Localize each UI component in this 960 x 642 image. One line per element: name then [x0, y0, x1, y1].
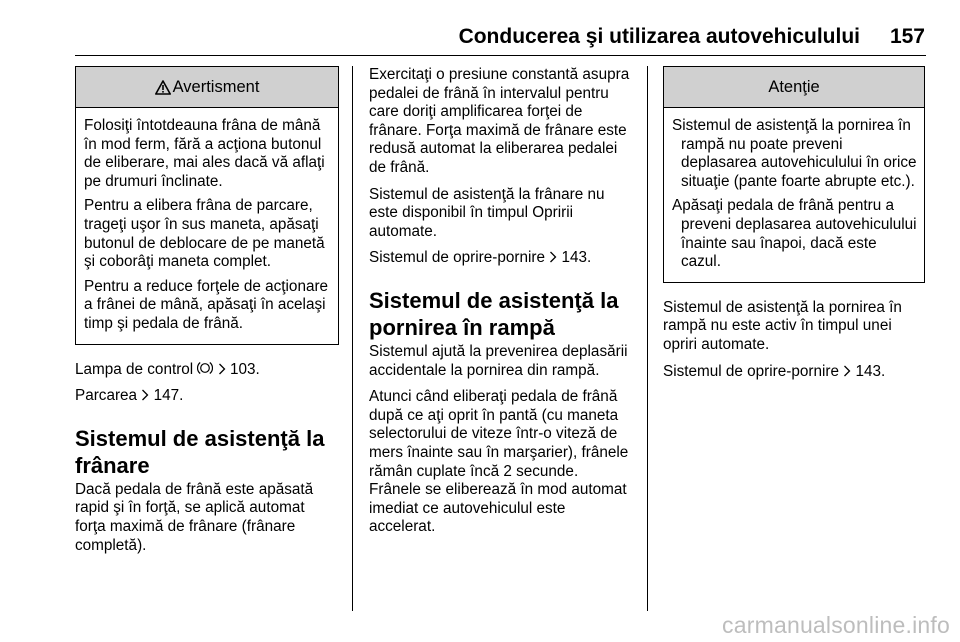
- page-number: 157: [889, 25, 925, 48]
- page-reference-arrow-icon: [141, 389, 149, 401]
- right-column: [663, 66, 925, 381]
- caution-box: [663, 66, 925, 283]
- caution-paragraph: Sistemul de asistenţă la pornirea în rampă nu poate preveni deplasarea autovehiculului în orice situaţie (pante foarte abrupte etc.).: [672, 117, 917, 190]
- body-paragraph: Sistemul de asistenţă la pornirea în rampă nu este activ în timpul unei opriri automate.: [663, 298, 902, 353]
- warning-paragraph: Pentru a reduce forţele de acţionare a frânei de mână, apăsaţi în acelaşi timp şi pedala de frână.: [84, 277, 329, 332]
- stop-start-page-ref: 143.: [855, 362, 886, 380]
- warning-box-title: Avertisment: [172, 77, 260, 96]
- header-divider: [75, 55, 926, 56]
- warning-paragraph: Folosiţi întotdeauna frâna de mână în mod ferm, fără a acţiona butonul de eliberare, mai ales dacă vă aflaţi pe drumuri înclinate.: [84, 117, 325, 190]
- stop-start-text: Sistemul de oprire-pornire: [369, 249, 545, 267]
- caution-box-title: Atenţie: [768, 77, 820, 96]
- stop-start-reference-line: [369, 249, 633, 268]
- page-header-title: Conducerea şi utilizarea autovehiculului: [458, 25, 860, 48]
- left-column: [75, 66, 339, 555]
- column-divider-right: [647, 66, 648, 611]
- parking-reference-line: [75, 387, 339, 406]
- hill-start-paragraph: Sistemul ajută la prevenirea deplasării accidentale la pornirea din rampă.: [369, 342, 628, 379]
- column-divider-left: [352, 66, 353, 611]
- middle-column: [369, 66, 633, 537]
- stop-start-page-ref: 143.: [561, 249, 592, 267]
- section-heading-brake-assist: Sistemul de asistenţă la frânare: [75, 425, 325, 478]
- lamp-text: Lampa de control: [75, 360, 194, 378]
- warning-triangle-icon: [155, 80, 171, 95]
- warning-paragraph: Pentru a elibera frâna de parcare, trageţi uşor în sus maneta, apăsaţi butonul de deblocare de pe manetă şi coborâţi maneta complet.: [84, 197, 325, 271]
- caution-box-body: [664, 108, 924, 282]
- brake-assist-paragraph: Dacă pedala de frână este apăsată rapid şi în forţă, se aplică automat forţa maximă de frânare (frânare completă).: [75, 480, 314, 554]
- brake-control-lamp-icon: [197, 361, 213, 375]
- body-paragraph: Sistemul de asistenţă la frânare nu este disponibil în timpul Opririi automate.: [369, 185, 605, 240]
- stop-start-text: Sistemul de oprire-pornire: [663, 362, 839, 380]
- page-reference-arrow-icon: [843, 365, 851, 377]
- lamp-page-ref: 103.: [229, 360, 260, 378]
- stop-start-reference-line: [663, 363, 925, 382]
- parking-page-ref: 147.: [153, 387, 184, 405]
- parking-text: Parcarea: [75, 387, 138, 405]
- watermark: carmanualsonline.info: [722, 612, 950, 638]
- warning-box: [75, 66, 339, 345]
- warning-box-body: [76, 108, 338, 344]
- caution-box-header: [664, 67, 924, 108]
- hill-start-paragraph: Atunci când eliberaţi pedala de frână după ce aţi oprit în pantă (cu maneta selectorului de viteze într-o viteză de mers înainte sau în marşarier), frânele rămân cuplate încă 2 secunde. Frânele se eliberează în mod automat imediat ce autovehiculul este accelerat.: [369, 388, 629, 536]
- page-reference-arrow-icon: [549, 251, 557, 263]
- section-heading-hill-start-assist: Sistemul de asistenţă la pornirea în rampă: [369, 287, 619, 340]
- warning-box-header: [76, 67, 338, 108]
- caution-paragraph: Apăsaţi pedala de frână pentru a preveni deplasarea autovehiculului înainte sau înapoi, dacă este cazul.: [672, 197, 917, 271]
- page-reference-arrow-icon: [218, 363, 226, 375]
- body-paragraph: Exercitaţi o presiune constantă asupra pedalei de frână în intervalul pentru care doriţi amplificarea forţei de frânare. Forţa maximă de frânare este redusă automat la eliberarea pedalei de frână.: [369, 66, 630, 176]
- lamp-reference-line: [75, 361, 339, 380]
